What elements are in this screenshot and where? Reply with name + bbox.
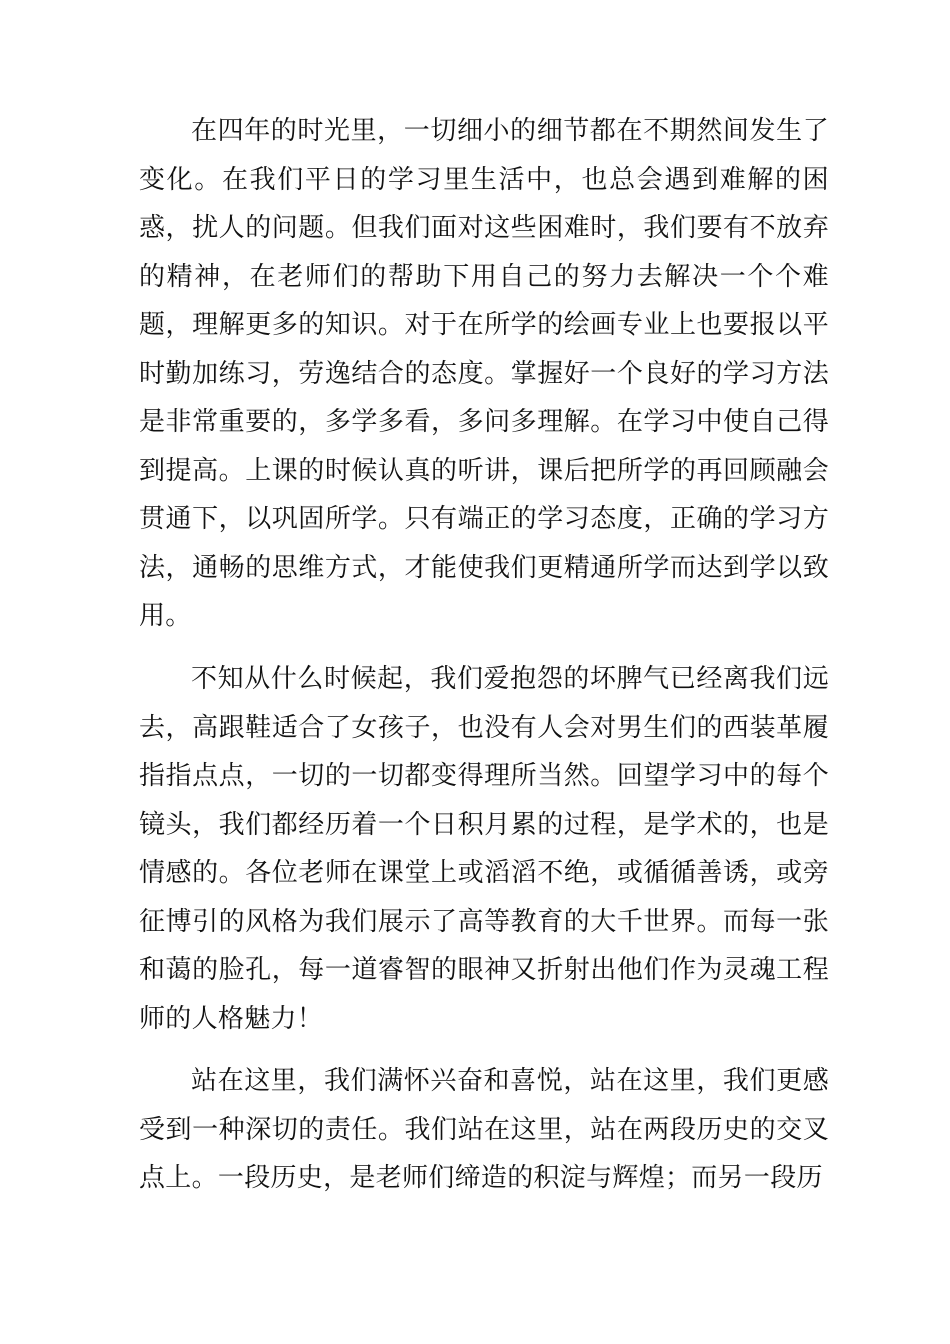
paragraph-1: 在四年的时光里，一切细小的细节都在不期然间发生了变化。在我们平日的学习里生活中，也总会遇到难解的困惑，扰人的问题。但我们面对这些困难时，我们要有不放弃的精神，在老师们的帮助下用自己的努力去解决一个个难题，理解更多的知识。对于在所学的绘画专业上也要报以平时勤加练习，劳逸结合的态度。掌握好一个良好的学习方法是非常重要的，多学多看，多问多理解。在学习中使自己得到提高。上课的时候认真的听讲，课后把所学的再回顾融会贯通下，以巩固所学。只有端正的学习态度，正确的学习方法，通畅的思维方式，才能使我们更精通所学而达到学以致用。 xyxy=(139,116,829,631)
paragraph-2: 不知从什么时候起，我们爱抱怨的坏脾气已经离我们远去，高跟鞋适合了女孩子，也没有人会对男生们的西装革履指指点点，一切的一切都变得理所当然。回望学习中的每个镜头，我们都经历着一个日积月累的过程，是学术的，也是情感的。各位老师在课堂上或滔滔不绝，或循循善诱，或旁征博引的风格为我们展示了高等教育的大千世界。而每一张和蔼的脸孔，每一道睿智的眼神又折射出他们作为灵魂工程师的人格魅力！ xyxy=(139,664,829,1034)
paragraph-3: 站在这里，我们满怀兴奋和喜悦，站在这里，我们更感受到一种深切的责任。我们站在这里，站在两段历史的交叉点上。一段历史，是老师们缔造的积淀与辉煌；而另一段历 xyxy=(139,1066,829,1193)
